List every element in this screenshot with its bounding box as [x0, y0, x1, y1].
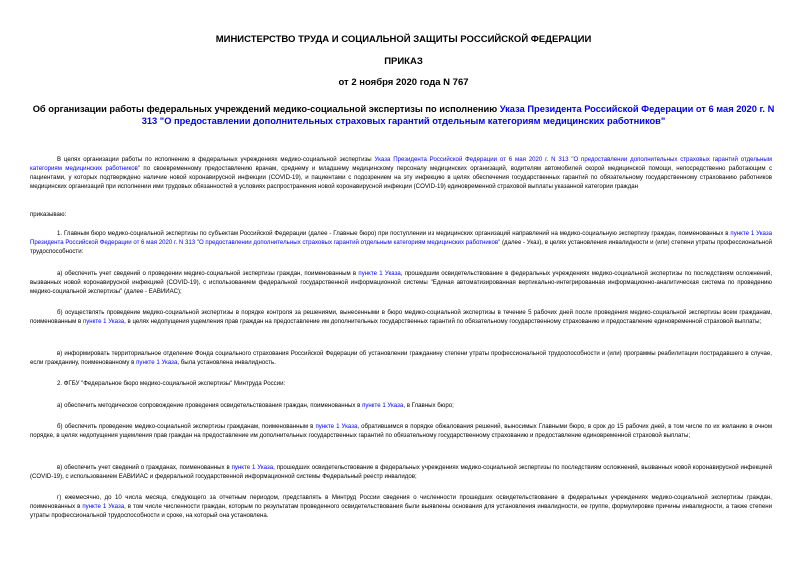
item-1-paragraph: 1. Главным бюро медико-социальной экспертизы по субъектам Российской Федерации (далее - Главные бюро) при поступлении из медицинских организаций направлений на медико-социальную экспертизу граждан, поименованных в пункте 1 Указа Президента Российской Федерации от 6 мая 2020 г. N 313 "О предоставлении дополнительных страховых гарантий отдельным категориям медицинских работников" (далее - Указ), в целях установления инвалидности и (или) степени утраты профессиональной трудоспособности:	[30, 230, 773, 255]
item-1a-paragraph: а) обеспечить учет сведений о проведении медико-социальной экспертизы граждан, поименованным в пункте 1 Указа, прошедшим освидетельствование в федеральных учреждениях медико-социальной экспертизы по последствиям осложнений, вызванных новой коронавирусной инфекцией (COVID-19), с использованием федеральной государственной информационной системы "Единая автоматизированная вертикально-интегрированная информационно-аналитическая система по проведению медико-социальной экспертизы" (далее - ЕАВИИАС);	[30, 270, 773, 295]
decree-link-title[interactable]: Указа Президента Российской Федерации от 6 мая 2020 г. N 313 "О предоставлении дополнительных страховых гарантий отдельным категориям медицинских работников"	[141, 104, 775, 126]
item-2a-paragraph: а) обеспечить методическое сопровождение проведения освидетельствования граждан, поименованных в пункте 1 Указа, в Главных бюро;	[57, 402, 454, 409]
decree-link-item-1c[interactable]: пункте 1 Указа	[136, 359, 178, 366]
item-2-paragraph: 2. ФГБУ "Федеральное бюро медико-социальной экспертизы" Минтруда России:	[57, 380, 286, 387]
decree-link-item-1a[interactable]: пункте 1 Указа	[358, 270, 401, 277]
item-2b-paragraph: б) обеспечить проведение медико-социальной экспертизы гражданам, поименованным в пункте 1 Указа, обратившимся в порядке обжалования решений, выносимых Главными бюро, в срок до 15 рабочих дней, в том числе по их желанию в очном порядке, в целях недопущения ущемления прав граждан на предоставление им дополнительных государственных гарантий по обязательному государственному страхованию и предоставление единовременной страховой выплаты;	[30, 423, 773, 439]
decree-link-item-1[interactable]: пункте 1 Указа Президента Российской Федерации от 6 мая 2020 г. N 313 "О предоставлении дополнительных страховых гарантий отдельным категориям медицинских работников"	[30, 230, 773, 246]
document-date: от 2 ноября 2020 года N 767	[338, 77, 469, 88]
order-word: приказываю:	[30, 211, 67, 218]
item-1b-paragraph: б) осуществлять проведение медико-социальной экспертизы в порядке контроля за решениями, вынесенными в бюро медико-социальной экспертизы в течение 5 рабочих дней после проведения медико-социальной экспертизы всем гражданам, поименованным в пункте 1 Указа, в целях недопущения ущемления прав граждан на предоставление им дополнительных государственных гарантий по обязательному государственному страхованию и предоставление единовременной страховой выплаты;	[30, 309, 772, 325]
item-2d-paragraph: г) ежемесячно, до 10 числа месяца, следующего за отчетным периодом, представлять в Минтруд России сведения о численности прошедших освидетельствование в федеральных учреждениях медико-социальной экспертизы граждан, поименованных в пункте 1 Указа, в том числе численности граждан, которым по результатам проведенного освидетельствования были выявлены основания для установления инвалидности, ее группе, формулировке причины инвалидности, а также степени утраты профессиональной трудоспособности и сроке, на который она установлена.	[30, 494, 772, 519]
document-title: Об организации работы федеральных учреждений медико-социальной экспертизы по исполнению Указа Президента Российской Федерации от 6 мая 2020 г. N 313 "О предоставлении дополнительных страховых гарантий отдельным категориям медицинских работников"	[32, 104, 775, 126]
decree-link-item-2b[interactable]: пункте 1 Указа	[315, 423, 358, 430]
item-1c-paragraph: в) информировать территориальное отделение Фонда социального страхования Российской Федерации об установлении гражданину степени утраты профессиональной трудоспособности и (или) программы реабилитации пострадавшего в случае, если гражданину, поименованному в пункте 1 Указа, была установлена инвалидность.	[30, 350, 772, 366]
decree-link-item-2c[interactable]: пункте 1 Указа	[231, 464, 274, 471]
decree-link-preamble[interactable]: Указа Президента Российской Федерации от 6 мая 2020 г. N 313 "О предоставлении дополнительных страховых гарантий отдельным категориям медицинских работников"	[30, 156, 772, 172]
decree-link-item-2a[interactable]: пункте 1 Указа	[362, 402, 404, 409]
ministry-name: МИНИСТЕРСТВО ТРУДА И СОЦИАЛЬНОЙ ЗАЩИТЫ РОССИЙСКОЙ ФЕДЕРАЦИИ	[215, 34, 592, 45]
document-type: ПРИКАЗ	[384, 56, 423, 67]
decree-link-item-2d[interactable]: пункте 1 Указа	[82, 503, 125, 510]
item-2c-paragraph: в) обеспечить учет сведений о гражданах, поименованных в пункте 1 Указа, прошедших освидетельствование в федеральных учреждениях медико-социальной экспертизы по последствиям осложнений, вызванных новой коронавирусной инфекцией (COVID-19), с использованием ЕАВИИАС и федеральной государственной информационной системы Федеральный реестр инвалидов;	[30, 464, 772, 480]
decree-link-item-1b[interactable]: пункте 1 Указа	[82, 318, 125, 325]
preamble-paragraph: В целях организации работы по исполнению в федеральных учреждениях медико-социальной экспертизы Указа Президента Российской Федерации от 6 мая 2020 г. N 313 "О предоставлении дополнительных страховых гарантий отдельным категориям медицинских работников" по своевременному предоставлению врачам, среднему и младшему медицинскому персоналу медицинских организаций, водителям автомобилей скорой медицинской помощи, непосредственно работающим с пациентами, у которых подтверждено наличие новой коронавирусной инфекции (COVID-19), и пациентами с подозрением на эту инфекцию в целях обеспечения государственных гарантий по обязательному государственному страхованию работников медицинских организаций при исполнении ими трудовых обязанностей в условиях распространения новой коронавирусной инфекции (COVID-19) единовременной страховой выплаты указанной категории граждан	[30, 156, 772, 190]
